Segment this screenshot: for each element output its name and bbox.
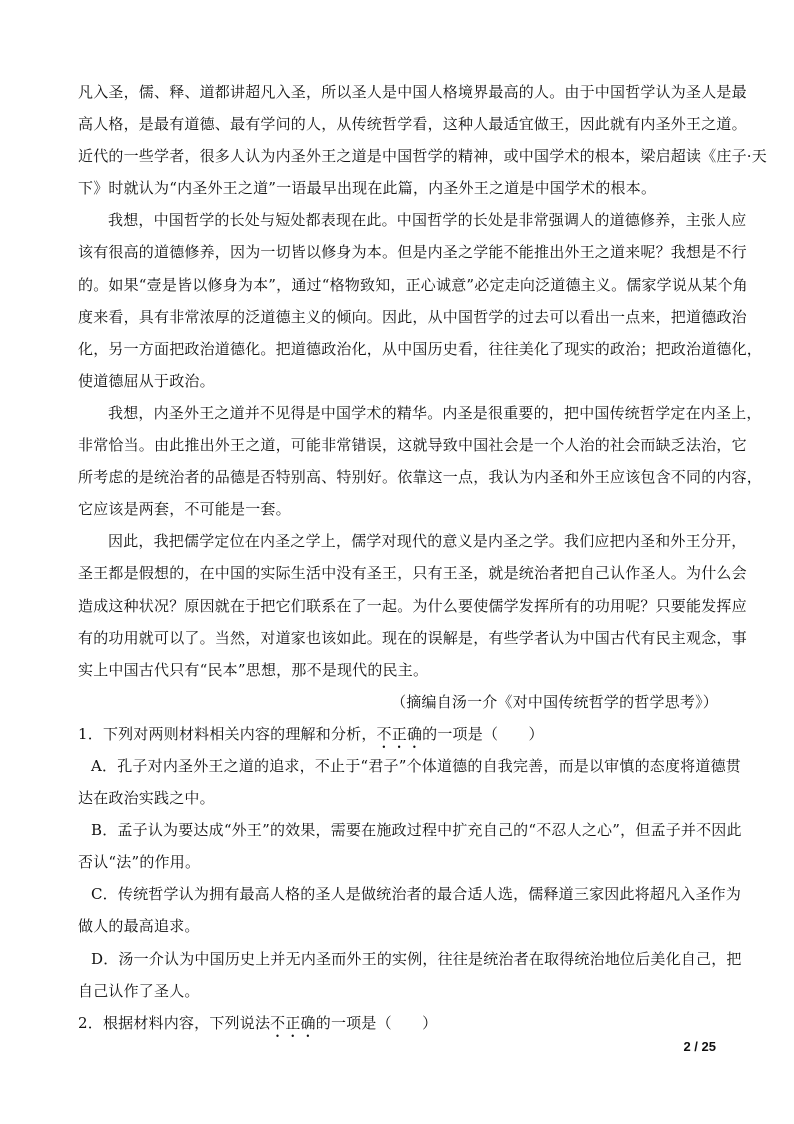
option-c [78,878,742,942]
text-line: 我想，中国哲学的长处与短处都表现在此。中国哲学的长处是非常强调人的道德修养，主张人应 [108,211,747,230]
option-d-line: D．汤一介认为中国历史上并无内圣而外王的实例，往往是统治者在取得统治地位后美化自己，把 [91,949,742,968]
text-line: 造成这种状况？原因就在于把它们联系在了一起。为什么要使儒学发挥所有的功用呢？只要能发挥应 [78,596,747,615]
paragraph-3 [78,397,763,525]
option-b [78,814,742,878]
option-d [78,943,742,1007]
text-line: 它应该是两套，不可能是一套。 [78,500,291,519]
option-b-line: B．孟子认为要达成“外王”的效果，需要在施政过程中扩充自己的“不忍人之心”，但孟子并不因此 [91,821,742,840]
page-number: 2 / 25 [683,1039,716,1054]
option-d-line: 自己认作了圣人。 [78,981,200,1000]
question-1-emphasis: 不正确 [376,724,423,743]
paragraph-4 [78,525,747,685]
text-line: 实上中国古代只有“民本”思想，那不是现代的民主。 [78,660,429,679]
text-line: 该有很高的道德修养，因为一切皆以修身为本。但是内圣之学能不能推出外王之道来呢？我想是不行 [78,243,747,262]
question-2-suffix: 的一项是（ ） [315,1013,438,1032]
text-line: 近代的一些学者，很多人认为内圣外王之道是中国哲学的精神，或中国学术的根本，梁启超读《庄子·天 [78,147,767,166]
option-a [78,750,741,814]
paragraph-2 [78,204,763,397]
text-line: 凡入圣，儒、释、道都讲超凡入圣，所以圣人是中国人格境界最高的人。由于中国哲学认为圣人是最 [78,83,747,101]
paragraph-1 [78,76,767,204]
text-line: 圣王都是假想的，在中国的实际生活中没有圣王，只有王圣，就是统治者把自己认作圣人。为什么会 [78,564,747,583]
question-1-prefix: 1．下列对两则材料相关内容的理解和分析， [78,724,377,743]
text-line: 的。如果“壹是皆以修身为本”，通过“格物致知，正心诚意”必定走向泛道德主义。儒家学说从某个角 [78,275,748,294]
text-line: 使道德屈从于政治。 [78,371,215,390]
option-c-line: 做人的最高追求。 [78,917,200,936]
question-1-suffix: 的一项是（ ） [422,724,544,743]
text-line: 因此，我把儒学定位在内圣之学上，儒学对现代的意义是内圣之学。我们应把内圣和外王分开， [108,532,747,551]
text-line: 度来看，具有非常浓厚的泛道德主义的倾向。因此，从中国哲学的过去可以看出一点来，把道德政治 [78,307,747,326]
question-2-stem [78,1007,718,1039]
text-line: 化，另一方面把政治道德化。把道德政治化，从中国历史看，往往美化了现实的政治；把政治道德化， [78,339,763,358]
text-line: 有的功用就可以了。当然，对道家也该如此。现在的误解是，有些学者认为中国古代有民主观念，事 [78,628,747,647]
text-line: 我想，内圣外王之道并不见得是中国学术的精华。内圣是很重要的，把中国传统哲学定在内圣上， [108,403,762,422]
text-line: 下》时就认为“内圣外王之道”一语最早出现在此篇，内圣外王之道是中国学术的根本。 [78,179,657,198]
option-a-line: A．孔子对内圣外王之道的追求，不止于“君子”个体道德的自我完善，而是以审慎的态度将道德贯 [91,756,741,775]
document-body [78,76,767,1039]
text-line: 高人格，是最有道德、最有学问的人，从传统哲学看，这种人最适宜做王，因此就有内圣外王之道。 [78,115,747,134]
text-line: 所考虑的是统治者的品德是否特别高、特别好。依靠这一点，我认为内圣和外王应该包含不同的内容， [78,468,763,487]
option-c-line: C．传统哲学认为拥有最高人格的圣人是做统治者的最合适人选，儒释道三家因此将超凡入圣作为 [91,885,742,904]
question-1-stem [78,718,718,750]
question-2-emphasis: 不正确 [270,1013,316,1032]
text-line: 非常恰当。由此推出外王之道，可能非常错误，这就导致中国社会是一个人治的社会而缺乏法治，它 [78,436,747,455]
option-b-line: 否认“法”的作用。 [78,853,201,872]
question-2-prefix: 2．根据材料内容，下列说法 [78,1013,271,1032]
option-a-line: 达在政治实践之中。 [78,789,215,808]
source-citation: （摘编自汤一介《对中国传统哲学的哲学思考》） [391,692,718,711]
